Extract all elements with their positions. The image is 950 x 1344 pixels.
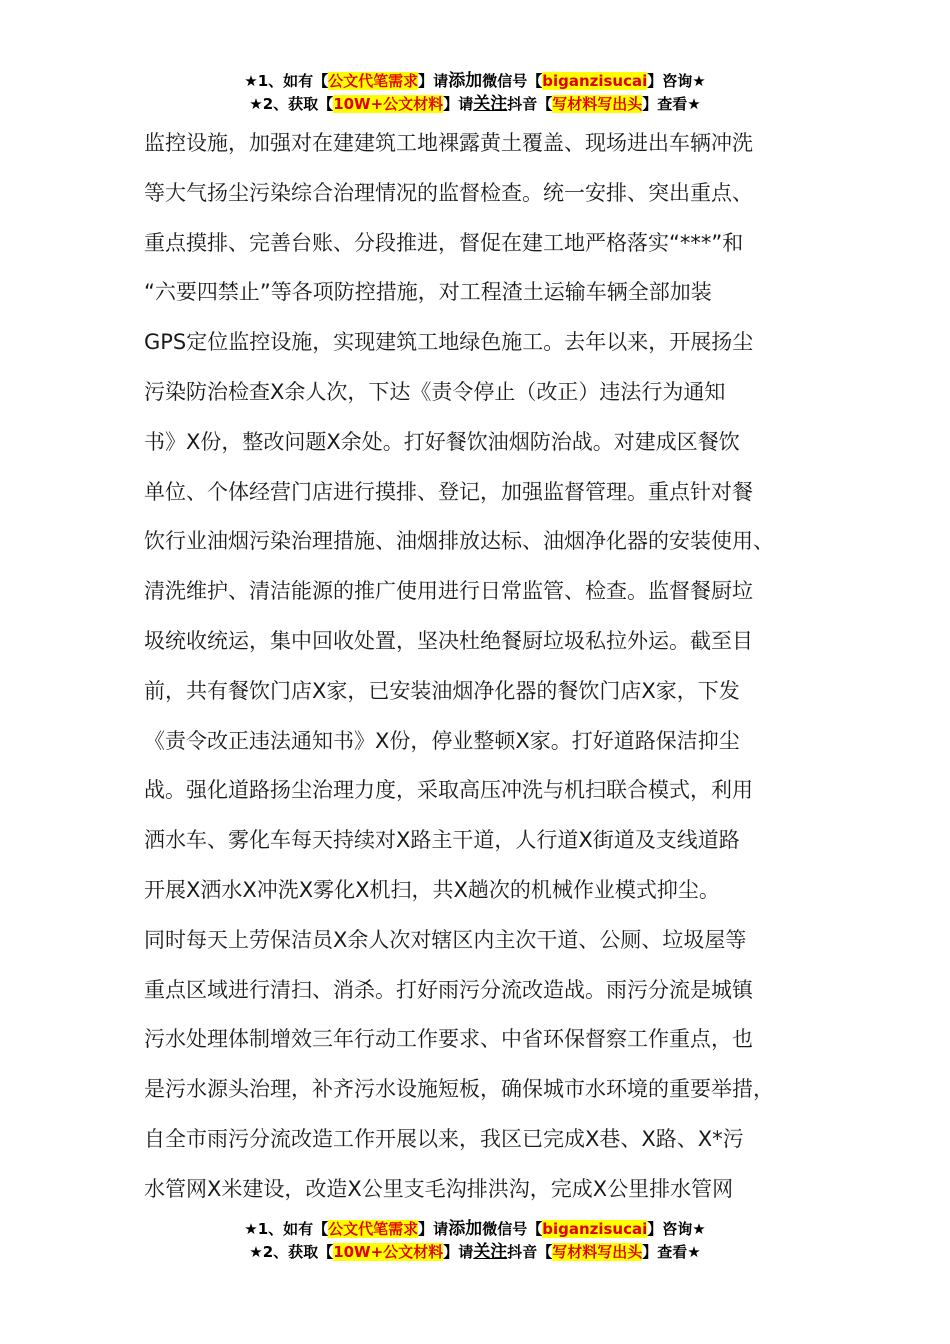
- banner-highlight: 公文代笔需求: [328, 1220, 419, 1238]
- banner-prefix: ★2、获取【: [249, 1243, 334, 1261]
- banner-highlight: 写材料写出头: [552, 1243, 643, 1261]
- banner-text: 】请: [418, 72, 449, 90]
- banner-highlight: 公文代笔需求: [328, 72, 419, 90]
- body-line: 水管网X米建设，改造X公里支毛沟排洪沟，完成X公里排水管网: [144, 1176, 734, 1201]
- body-line: GPS定位监控设施，实现建筑工地绿色施工。去年以来，开展扬尘: [144, 330, 754, 355]
- body-line: 战。强化道路扬尘治理力度，采取高压冲洗与机扫联合模式，利用: [144, 778, 753, 803]
- document-body: [144, 119, 816, 1215]
- body-line: 同时每天上劳保洁员X余人次对辖区内主次干道、公厕、垃圾屋等: [144, 927, 747, 952]
- body-line: 前，共有餐饮门店X家，已安装油烟净化器的餐饮门店X家，下发: [144, 678, 740, 703]
- body-line: 圾统收统运，集中回收处置，坚决杜绝餐厨垃圾私拉外运。截至目: [144, 628, 753, 653]
- body-line: 开展X洒水X冲洗X雾化X机扫，共X趟次的机械作业模式抑尘。: [144, 877, 720, 902]
- body-line: 单位、个体经营门店进行摸排、登记，加强监督管理。重点针对餐: [144, 479, 753, 504]
- banner-suffix: 】咨询★: [647, 72, 706, 90]
- banner-emphasis: 关注: [473, 1242, 508, 1262]
- banner-suffix: 】查看★: [642, 1243, 701, 1261]
- banner-highlight: 10W+公文材料: [333, 95, 444, 113]
- banner-highlight: biganzisucai: [542, 72, 648, 90]
- body-line: 重点摸排、完善台账、分段推进，督促在建工地严格落实“***”和: [144, 230, 744, 255]
- banner-emphasis: 关注: [473, 94, 508, 114]
- body-line: 重点区域进行清扫、消杀。打好雨污分流改造战。雨污分流是城镇: [144, 977, 753, 1002]
- header-banner-line-1: [0, 70, 950, 93]
- body-line: 污水处理体制增效三年行动工作要求、中省环保督察工作重点，也: [144, 1027, 753, 1052]
- banner-emphasis: 添加: [448, 71, 483, 91]
- body-line: 监控设施，加强对在建建筑工地裸露黄土覆盖、现场进出车辆冲洗: [144, 131, 753, 155]
- footer-banner: [0, 1218, 950, 1264]
- footer-banner-line-1: [0, 1218, 950, 1241]
- banner-text: 微信号【: [482, 1220, 543, 1238]
- body-line: 清洗维护、清洁能源的推广使用进行日常监管、检查。监督餐厨垃: [144, 579, 753, 604]
- banner-prefix: ★1、如有【: [244, 72, 329, 90]
- body-line: 洒水车、雾化车每天持续对X路主干道，人行道X街道及支线道路: [144, 828, 740, 853]
- footer-banner-line-2: [0, 1241, 950, 1264]
- banner-suffix: 】查看★: [642, 95, 701, 113]
- body-line: “六要四禁止”等各项防控措施，对工程渣土运输车辆全部加装: [144, 280, 712, 305]
- banner-suffix: 】咨询★: [647, 1220, 706, 1238]
- body-line: 是污水源头治理，补齐污水设施短板，确保城市水环境的重要举措，: [144, 1077, 774, 1102]
- body-line: 书》X份，整改问题X余处。打好餐饮油烟防治战。对建成区餐饮: [144, 429, 740, 454]
- body-line: 等大气扬尘污染综合治理情况的监督检查。统一安排、突出重点、: [144, 180, 753, 205]
- banner-text: 】请: [443, 95, 474, 113]
- header-banner: [0, 70, 950, 116]
- banner-emphasis: 添加: [448, 1219, 483, 1239]
- banner-text: 】请: [418, 1220, 449, 1238]
- body-line: 自全市雨污分流改造工作开展以来，我区已完成X巷、X路、X*污: [144, 1126, 744, 1151]
- banner-highlight: 10W+公文材料: [333, 1243, 444, 1261]
- banner-text: 微信号【: [482, 72, 543, 90]
- banner-text: 抖音【: [507, 95, 553, 113]
- banner-text: 抖音【: [507, 1243, 553, 1261]
- banner-prefix: ★2、获取【: [249, 95, 334, 113]
- banner-highlight: 写材料写出头: [552, 95, 643, 113]
- banner-highlight: biganzisucai: [542, 1220, 648, 1238]
- banner-prefix: ★1、如有【: [244, 1220, 329, 1238]
- body-line: 饮行业油烟污染治理措施、油烟排放达标、油烟净化器的安装使用、: [144, 529, 774, 554]
- banner-text: 】请: [443, 1243, 474, 1261]
- header-banner-line-2: [0, 93, 950, 116]
- body-line: 《责令改正违法通知书》X份，停业整顿X家。打好道路保洁抑尘: [144, 728, 740, 753]
- body-line: 污染防治检查X余人次，下达《责令停止（改正）违法行为通知: [144, 379, 726, 404]
